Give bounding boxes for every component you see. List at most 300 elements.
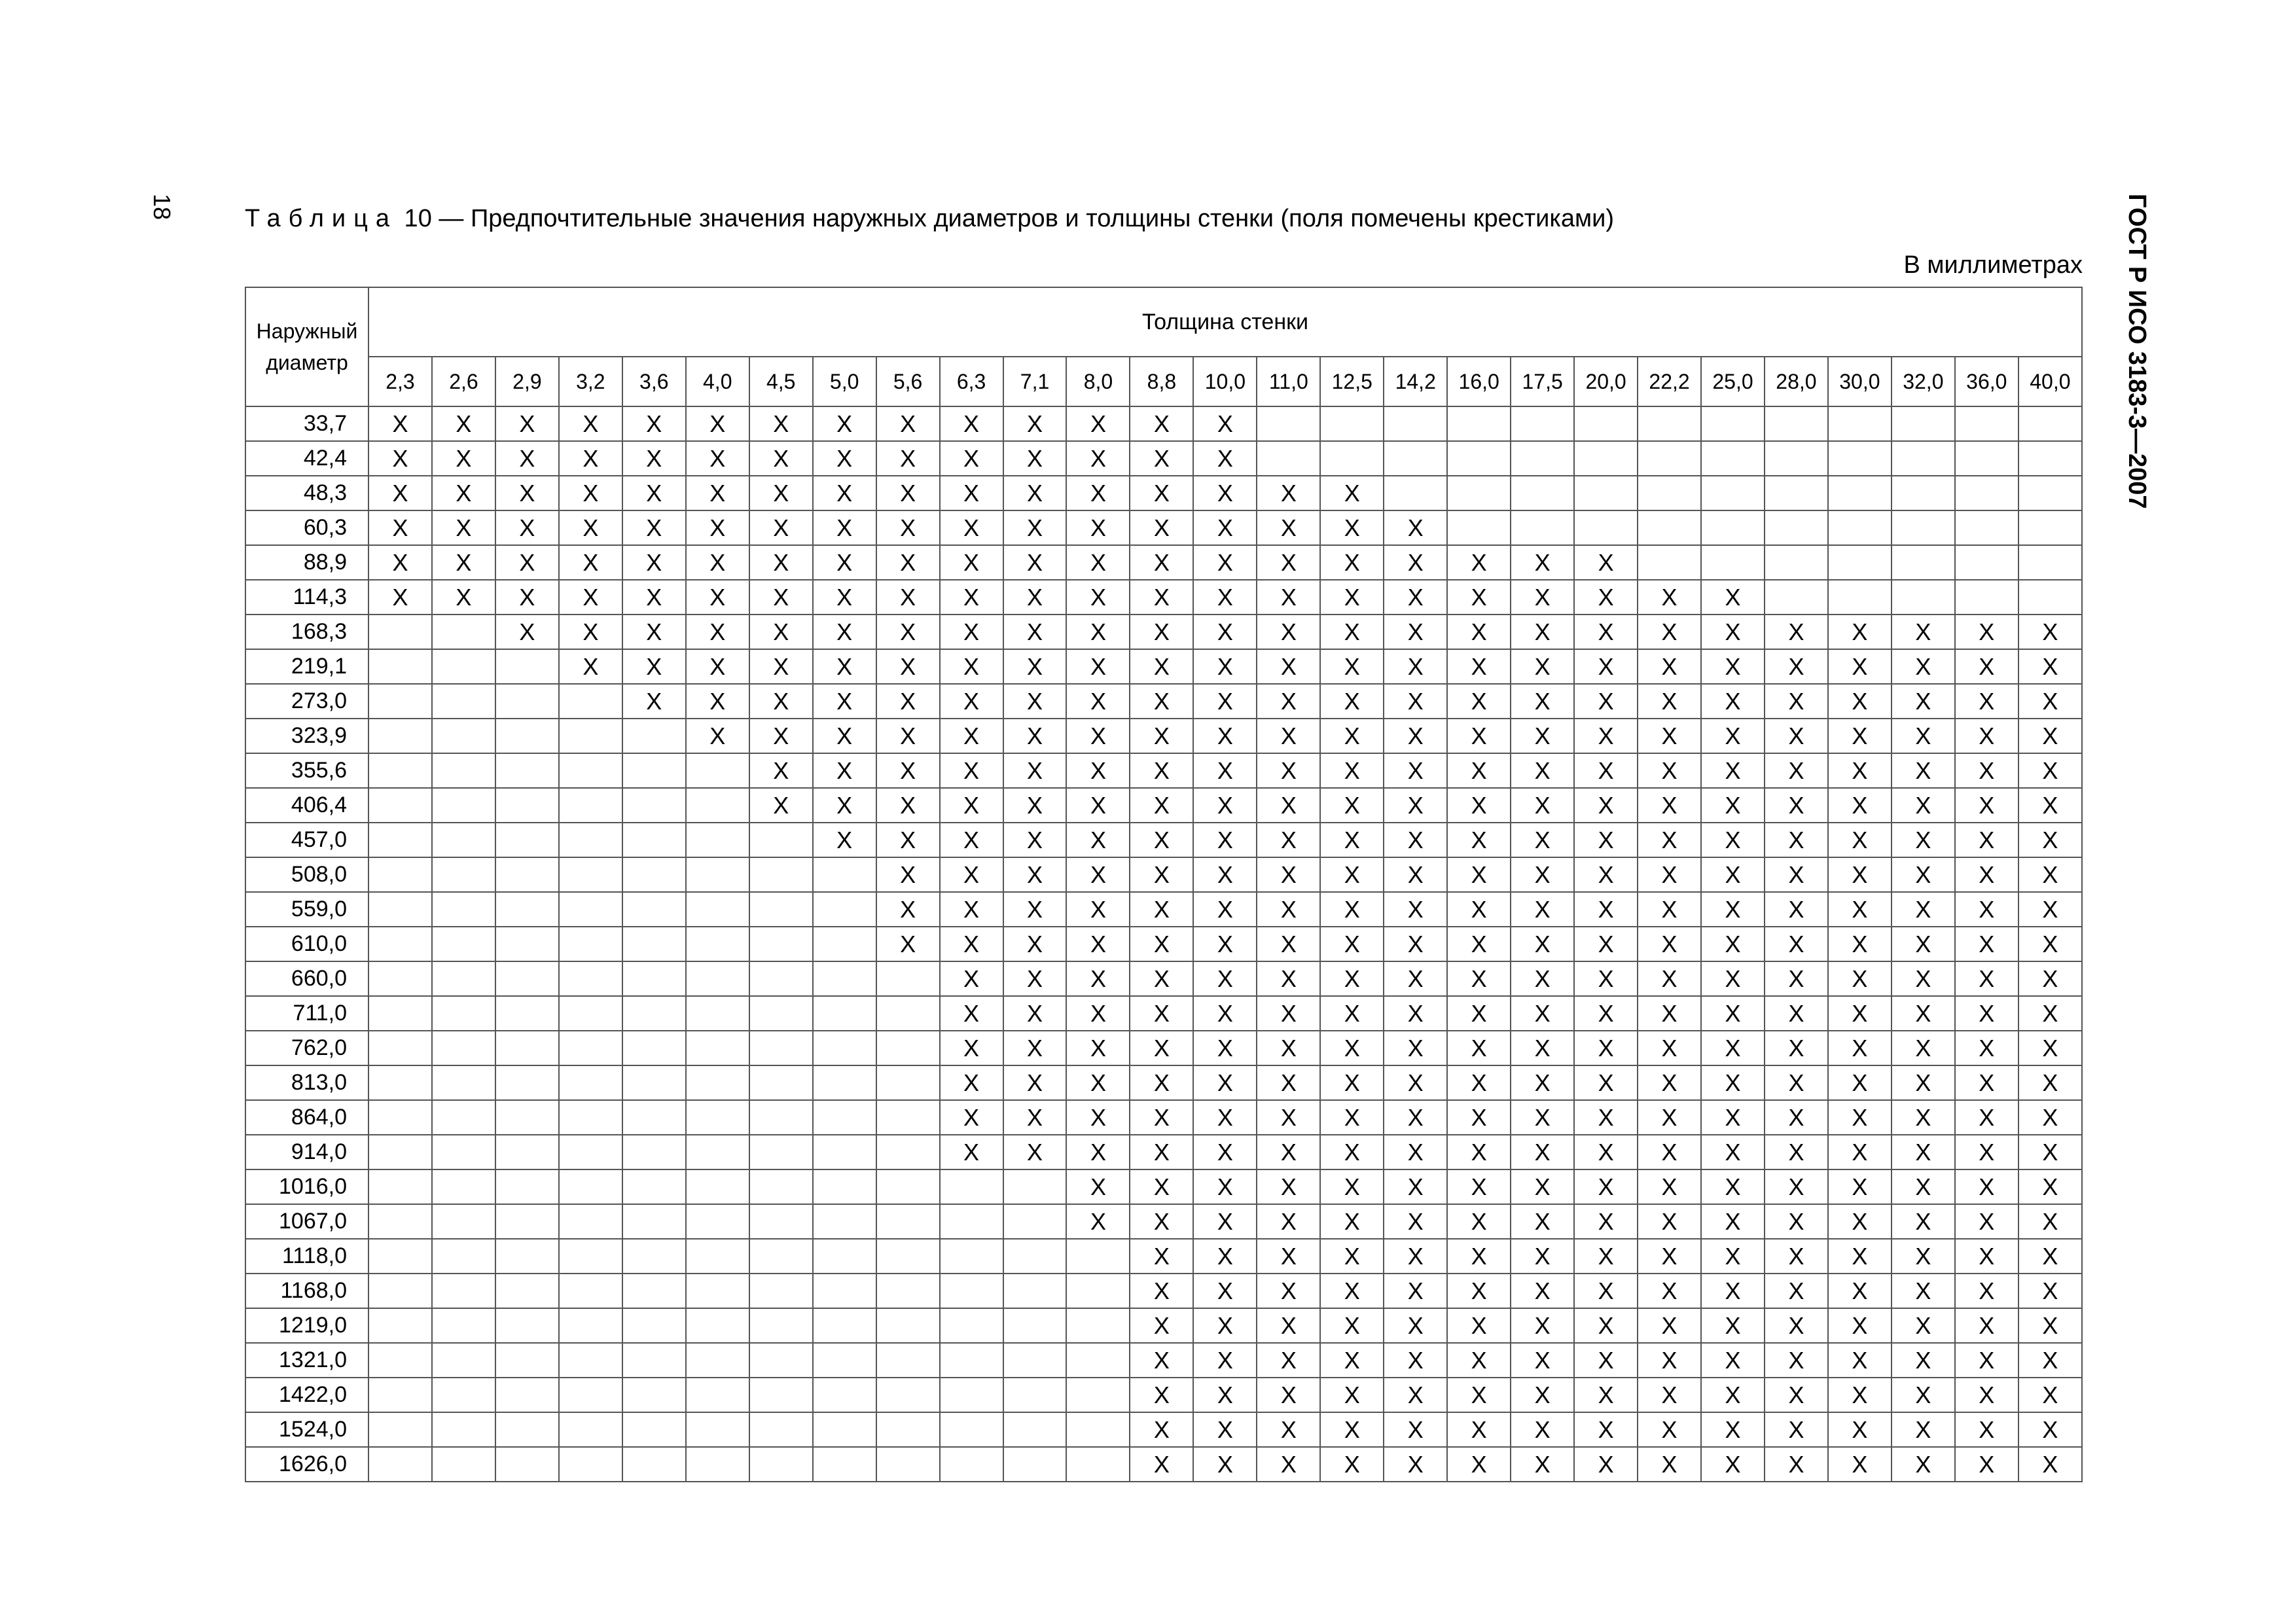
marked-cell: X [1447,823,1511,857]
diameter-cell: 33,7 [245,406,368,441]
marked-cell: X [876,545,940,580]
marked-cell: X [1892,1412,1955,1447]
marked-cell: X [1320,1204,1384,1239]
marked-cell: X [1384,1378,1447,1412]
marked-cell: X [559,406,622,441]
marked-cell: X [1638,1343,1701,1378]
marked-cell: X [1066,615,1130,649]
marked-cell: X [876,510,940,545]
empty-cell [495,788,559,823]
diameter-cell: 457,0 [245,823,368,857]
marked-cell: X [1257,1239,1320,1274]
marked-cell: X [1955,1239,2018,1274]
marked-cell: X [1828,1308,1892,1343]
marked-cell: X [940,1100,1003,1135]
empty-cell [940,1412,1003,1447]
marked-cell: X [1193,996,1257,1031]
empty-cell [2018,580,2082,615]
empty-cell [559,857,622,892]
empty-cell [1638,545,1701,580]
marked-cell: X [1955,1412,2018,1447]
marked-cell: X [1320,476,1384,510]
table-row [245,1274,2082,1308]
empty-cell [749,961,813,996]
marked-cell: X [1574,996,1638,1031]
thickness-header-cell: 4,5 [749,357,813,406]
marked-cell: X [1130,1204,1193,1239]
marked-cell: X [1003,615,1067,649]
diameter-cell: 864,0 [245,1100,368,1135]
empty-cell [559,1274,622,1308]
marked-cell: X [1066,823,1130,857]
thickness-header-cell: 8,0 [1066,357,1130,406]
marked-cell: X [368,580,432,615]
marked-cell: X [559,615,622,649]
marked-cell: X [2018,1169,2082,1204]
marked-cell: X [1003,441,1067,476]
empty-cell [686,1308,749,1343]
marked-cell: X [1892,1204,1955,1239]
marked-cell: X [2018,753,2082,788]
empty-cell [1003,1378,1067,1412]
marked-cell: X [1320,1065,1384,1100]
diameter-cell: 1524,0 [245,1412,368,1447]
marked-cell: X [1447,580,1511,615]
marked-cell: X [1955,823,2018,857]
marked-cell: X [1447,1447,1511,1482]
empty-cell [622,1447,686,1482]
marked-cell: X [1130,1135,1193,1169]
marked-cell: X [1574,823,1638,857]
marked-cell: X [1574,1308,1638,1343]
marked-cell: X [876,823,940,857]
marked-cell: X [1384,1239,1447,1274]
empty-cell [368,649,432,684]
marked-cell: X [1320,510,1384,545]
marked-cell: X [1384,1343,1447,1378]
marked-cell: X [1447,1135,1511,1169]
marked-cell: X [749,510,813,545]
empty-cell [559,1100,622,1135]
marked-cell: X [1447,1065,1511,1100]
marked-cell: X [1320,996,1384,1031]
thickness-header-cell: 6,3 [940,357,1003,406]
marked-cell: X [1384,719,1447,753]
empty-cell [1765,406,1828,441]
marked-cell: X [1638,1204,1701,1239]
marked-cell: X [1447,1343,1511,1378]
marked-cell: X [2018,1100,2082,1135]
marked-cell: X [1384,1065,1447,1100]
marked-cell: X [1257,1274,1320,1308]
diameter-cell: 711,0 [245,996,368,1031]
empty-cell [2018,406,2082,441]
empty-cell [1384,406,1447,441]
marked-cell: X [1511,1412,1574,1447]
marked-cell: X [813,649,876,684]
empty-cell [876,1031,940,1065]
marked-cell: X [1638,996,1701,1031]
marked-cell: X [1193,1274,1257,1308]
marked-cell: X [940,927,1003,961]
table-row [245,1239,2082,1274]
empty-cell [495,857,559,892]
marked-cell: X [1955,615,2018,649]
marked-cell: X [686,406,749,441]
empty-cell [495,1378,559,1412]
marked-cell: X [1574,615,1638,649]
empty-cell [940,1274,1003,1308]
marked-cell: X [1003,510,1067,545]
marked-cell: X [1511,1135,1574,1169]
empty-cell [1384,441,1447,476]
diameter-cell: 355,6 [245,753,368,788]
thickness-header-cell: 32,0 [1892,357,1955,406]
marked-cell: X [1130,1065,1193,1100]
marked-cell: X [1892,753,1955,788]
marked-cell: X [1828,719,1892,753]
marked-cell: X [1193,927,1257,961]
empty-cell [622,823,686,857]
empty-cell [622,753,686,788]
marked-cell: X [1003,1135,1067,1169]
empty-cell [1003,1308,1067,1343]
marked-cell: X [1130,615,1193,649]
marked-cell: X [622,406,686,441]
page-number: 18 [149,194,175,221]
table-row [245,684,2082,719]
marked-cell: X [1638,1135,1701,1169]
empty-cell [749,1169,813,1204]
marked-cell: X [1193,1031,1257,1065]
empty-cell [432,857,495,892]
marked-cell: X [1574,545,1638,580]
empty-cell [813,1447,876,1482]
marked-cell: X [686,476,749,510]
table-row [245,788,2082,823]
marked-cell: X [876,753,940,788]
marked-cell: X [1892,927,1955,961]
table-row [245,1412,2082,1447]
thickness-header-cell: 28,0 [1765,357,1828,406]
marked-cell: X [1828,927,1892,961]
marked-cell: X [2018,1378,2082,1412]
marked-cell: X [1828,961,1892,996]
diameter-cell: 88,9 [245,545,368,580]
empty-cell [1511,510,1574,545]
table-row [245,615,2082,649]
marked-cell: X [1892,684,1955,719]
marked-cell: X [1574,1343,1638,1378]
marked-cell: X [1574,1135,1638,1169]
marked-cell: X [1701,649,1765,684]
marked-cell: X [1257,1169,1320,1204]
empty-cell [1574,510,1638,545]
marked-cell: X [1828,1135,1892,1169]
marked-cell: X [1320,1239,1384,1274]
marked-cell: X [1828,1100,1892,1135]
marked-cell: X [1003,684,1067,719]
empty-cell [876,1065,940,1100]
marked-cell: X [813,545,876,580]
marked-cell: X [1320,1343,1384,1378]
marked-cell: X [1701,684,1765,719]
marked-cell: X [1193,1135,1257,1169]
marked-cell: X [1511,996,1574,1031]
marked-cell: X [1511,823,1574,857]
empty-cell [876,1135,940,1169]
empty-cell [495,892,559,927]
marked-cell: X [1892,1308,1955,1343]
marked-cell: X [1193,510,1257,545]
empty-cell [1447,476,1511,510]
empty-cell [2018,545,2082,580]
diameter-cell: 168,3 [245,615,368,649]
marked-cell: X [1193,649,1257,684]
empty-cell [940,1343,1003,1378]
marked-cell: X [1955,753,2018,788]
empty-cell [876,1343,940,1378]
empty-cell [559,996,622,1031]
marked-cell: X [1257,1135,1320,1169]
marked-cell: X [1892,615,1955,649]
thickness-header-cell: 4,0 [686,357,749,406]
marked-cell: X [813,441,876,476]
marked-cell: X [1765,788,1828,823]
empty-cell [622,927,686,961]
marked-cell: X [1130,406,1193,441]
marked-cell: X [1638,927,1701,961]
marked-cell: X [1765,649,1828,684]
diameter-cell: 219,1 [245,649,368,684]
marked-cell: X [1955,1135,2018,1169]
marked-cell: X [1384,788,1447,823]
empty-cell [495,1308,559,1343]
marked-cell: X [1003,857,1067,892]
table-row [245,961,2082,996]
marked-cell: X [1447,1169,1511,1204]
marked-cell: X [1765,1412,1828,1447]
marked-cell: X [1701,1308,1765,1343]
marked-cell: X [432,580,495,615]
marked-cell: X [1955,1100,2018,1135]
marked-cell: X [1511,1274,1574,1308]
marked-cell: X [686,580,749,615]
thickness-header-cell: 25,0 [1701,357,1765,406]
marked-cell: X [559,476,622,510]
empty-cell [1828,406,1892,441]
empty-cell [1765,476,1828,510]
empty-cell [1003,1239,1067,1274]
empty-cell [432,1412,495,1447]
empty-cell [1003,1169,1067,1204]
marked-cell: X [1892,996,1955,1031]
marked-cell: X [686,719,749,753]
empty-cell [368,1135,432,1169]
marked-cell: X [1574,719,1638,753]
marked-cell: X [2018,649,2082,684]
marked-cell: X [1193,1100,1257,1135]
table-row [245,1204,2082,1239]
marked-cell: X [1066,788,1130,823]
marked-cell: X [495,510,559,545]
empty-cell [1828,510,1892,545]
marked-cell: X [1384,649,1447,684]
marked-cell: X [1638,1065,1701,1100]
diameter-cell: 1016,0 [245,1169,368,1204]
marked-cell: X [749,441,813,476]
marked-cell: X [1765,615,1828,649]
marked-cell: X [1257,1204,1320,1239]
marked-cell: X [1320,1378,1384,1412]
empty-cell [686,1100,749,1135]
marked-cell: X [1511,719,1574,753]
empty-cell [432,1447,495,1482]
thickness-header-cell: 20,0 [1574,357,1638,406]
marked-cell: X [1765,823,1828,857]
marked-cell: X [749,788,813,823]
empty-cell [1003,1447,1067,1482]
marked-cell: X [1003,961,1067,996]
marked-cell: X [1511,1343,1574,1378]
marked-cell: X [1828,649,1892,684]
marked-cell: X [1574,1412,1638,1447]
empty-cell [1066,1447,1130,1482]
empty-cell [813,857,876,892]
marked-cell: X [1701,1274,1765,1308]
marked-cell: X [1193,1065,1257,1100]
marked-cell: X [1828,788,1892,823]
marked-cell: X [1257,1065,1320,1100]
marked-cell: X [1638,615,1701,649]
marked-cell: X [1003,753,1067,788]
marked-cell: X [1193,823,1257,857]
marked-cell: X [622,615,686,649]
marked-cell: X [1701,580,1765,615]
diameter-cell: 1219,0 [245,1308,368,1343]
caption-title: 10 — Предпочтительные значения наружных диаметров и толщины стенки (поля помечены крестиками) [397,205,1614,232]
empty-cell [368,1308,432,1343]
marked-cell: X [1003,823,1067,857]
marked-cell: X [1003,1065,1067,1100]
marked-cell: X [559,441,622,476]
marked-cell: X [1701,788,1765,823]
empty-cell [686,996,749,1031]
marked-cell: X [1384,857,1447,892]
marked-cell: X [1955,1274,2018,1308]
empty-cell [686,927,749,961]
marked-cell: X [1638,719,1701,753]
empty-cell [1955,441,2018,476]
marked-cell: X [1384,615,1447,649]
marked-cell: X [1130,510,1193,545]
marked-cell: X [1193,615,1257,649]
diameter-cell: 1626,0 [245,1447,368,1482]
empty-cell [813,1065,876,1100]
empty-cell [495,1065,559,1100]
marked-cell: X [1574,580,1638,615]
marked-cell: X [1765,1447,1828,1482]
marked-cell: X [940,615,1003,649]
empty-cell [559,1204,622,1239]
marked-cell: X [1955,788,2018,823]
marked-cell: X [1257,1412,1320,1447]
table-row [245,406,2082,441]
marked-cell: X [368,476,432,510]
marked-cell: X [1320,927,1384,961]
marked-cell: X [1320,1100,1384,1135]
empty-cell [622,857,686,892]
empty-cell [495,1169,559,1204]
marked-cell: X [622,441,686,476]
thickness-header-cell: 12,5 [1320,357,1384,406]
marked-cell: X [2018,719,2082,753]
marked-cell: X [1892,649,1955,684]
empty-cell [940,1204,1003,1239]
marked-cell: X [1003,1100,1067,1135]
empty-cell [622,1100,686,1135]
thickness-header-cell: 40,0 [2018,357,2082,406]
thickness-header-cell: 3,6 [622,357,686,406]
empty-cell [749,1308,813,1343]
header-row-group [245,287,2082,357]
marked-cell: X [1257,823,1320,857]
marked-cell: X [1447,545,1511,580]
marked-cell: X [1320,823,1384,857]
marked-cell: X [1511,1378,1574,1412]
marked-cell: X [1320,788,1384,823]
marked-cell: X [1257,1378,1320,1412]
empty-cell [1447,406,1511,441]
marked-cell: X [1892,1100,1955,1135]
marked-cell: X [1447,1204,1511,1239]
marked-cell: X [1384,823,1447,857]
empty-cell [686,1378,749,1412]
marked-cell: X [1574,753,1638,788]
empty-cell [1892,510,1955,545]
marked-cell: X [495,545,559,580]
marked-cell: X [559,580,622,615]
empty-cell [749,1100,813,1135]
table-row [245,1169,2082,1204]
marked-cell: X [1701,996,1765,1031]
marked-cell: X [1765,892,1828,927]
marked-cell: X [940,476,1003,510]
empty-cell [1765,510,1828,545]
marked-cell: X [1447,649,1511,684]
marked-cell: X [1066,1065,1130,1100]
marked-cell: X [1574,1031,1638,1065]
empty-cell [368,684,432,719]
thickness-header-row [245,357,2082,406]
marked-cell: X [1257,719,1320,753]
marked-cell: X [1701,1447,1765,1482]
marked-cell: X [1955,961,2018,996]
marked-cell: X [1638,1447,1701,1482]
empty-cell [559,961,622,996]
marked-cell: X [1066,996,1130,1031]
marked-cell: X [1130,684,1193,719]
marked-cell: X [1130,649,1193,684]
marked-cell: X [1828,1378,1892,1412]
thickness-header-cell: 7,1 [1003,357,1067,406]
marked-cell: X [1638,1239,1701,1274]
marked-cell: X [940,892,1003,927]
marked-cell: X [1130,1343,1193,1378]
marked-cell: X [1765,1204,1828,1239]
marked-cell: X [1511,649,1574,684]
marked-cell: X [559,649,622,684]
